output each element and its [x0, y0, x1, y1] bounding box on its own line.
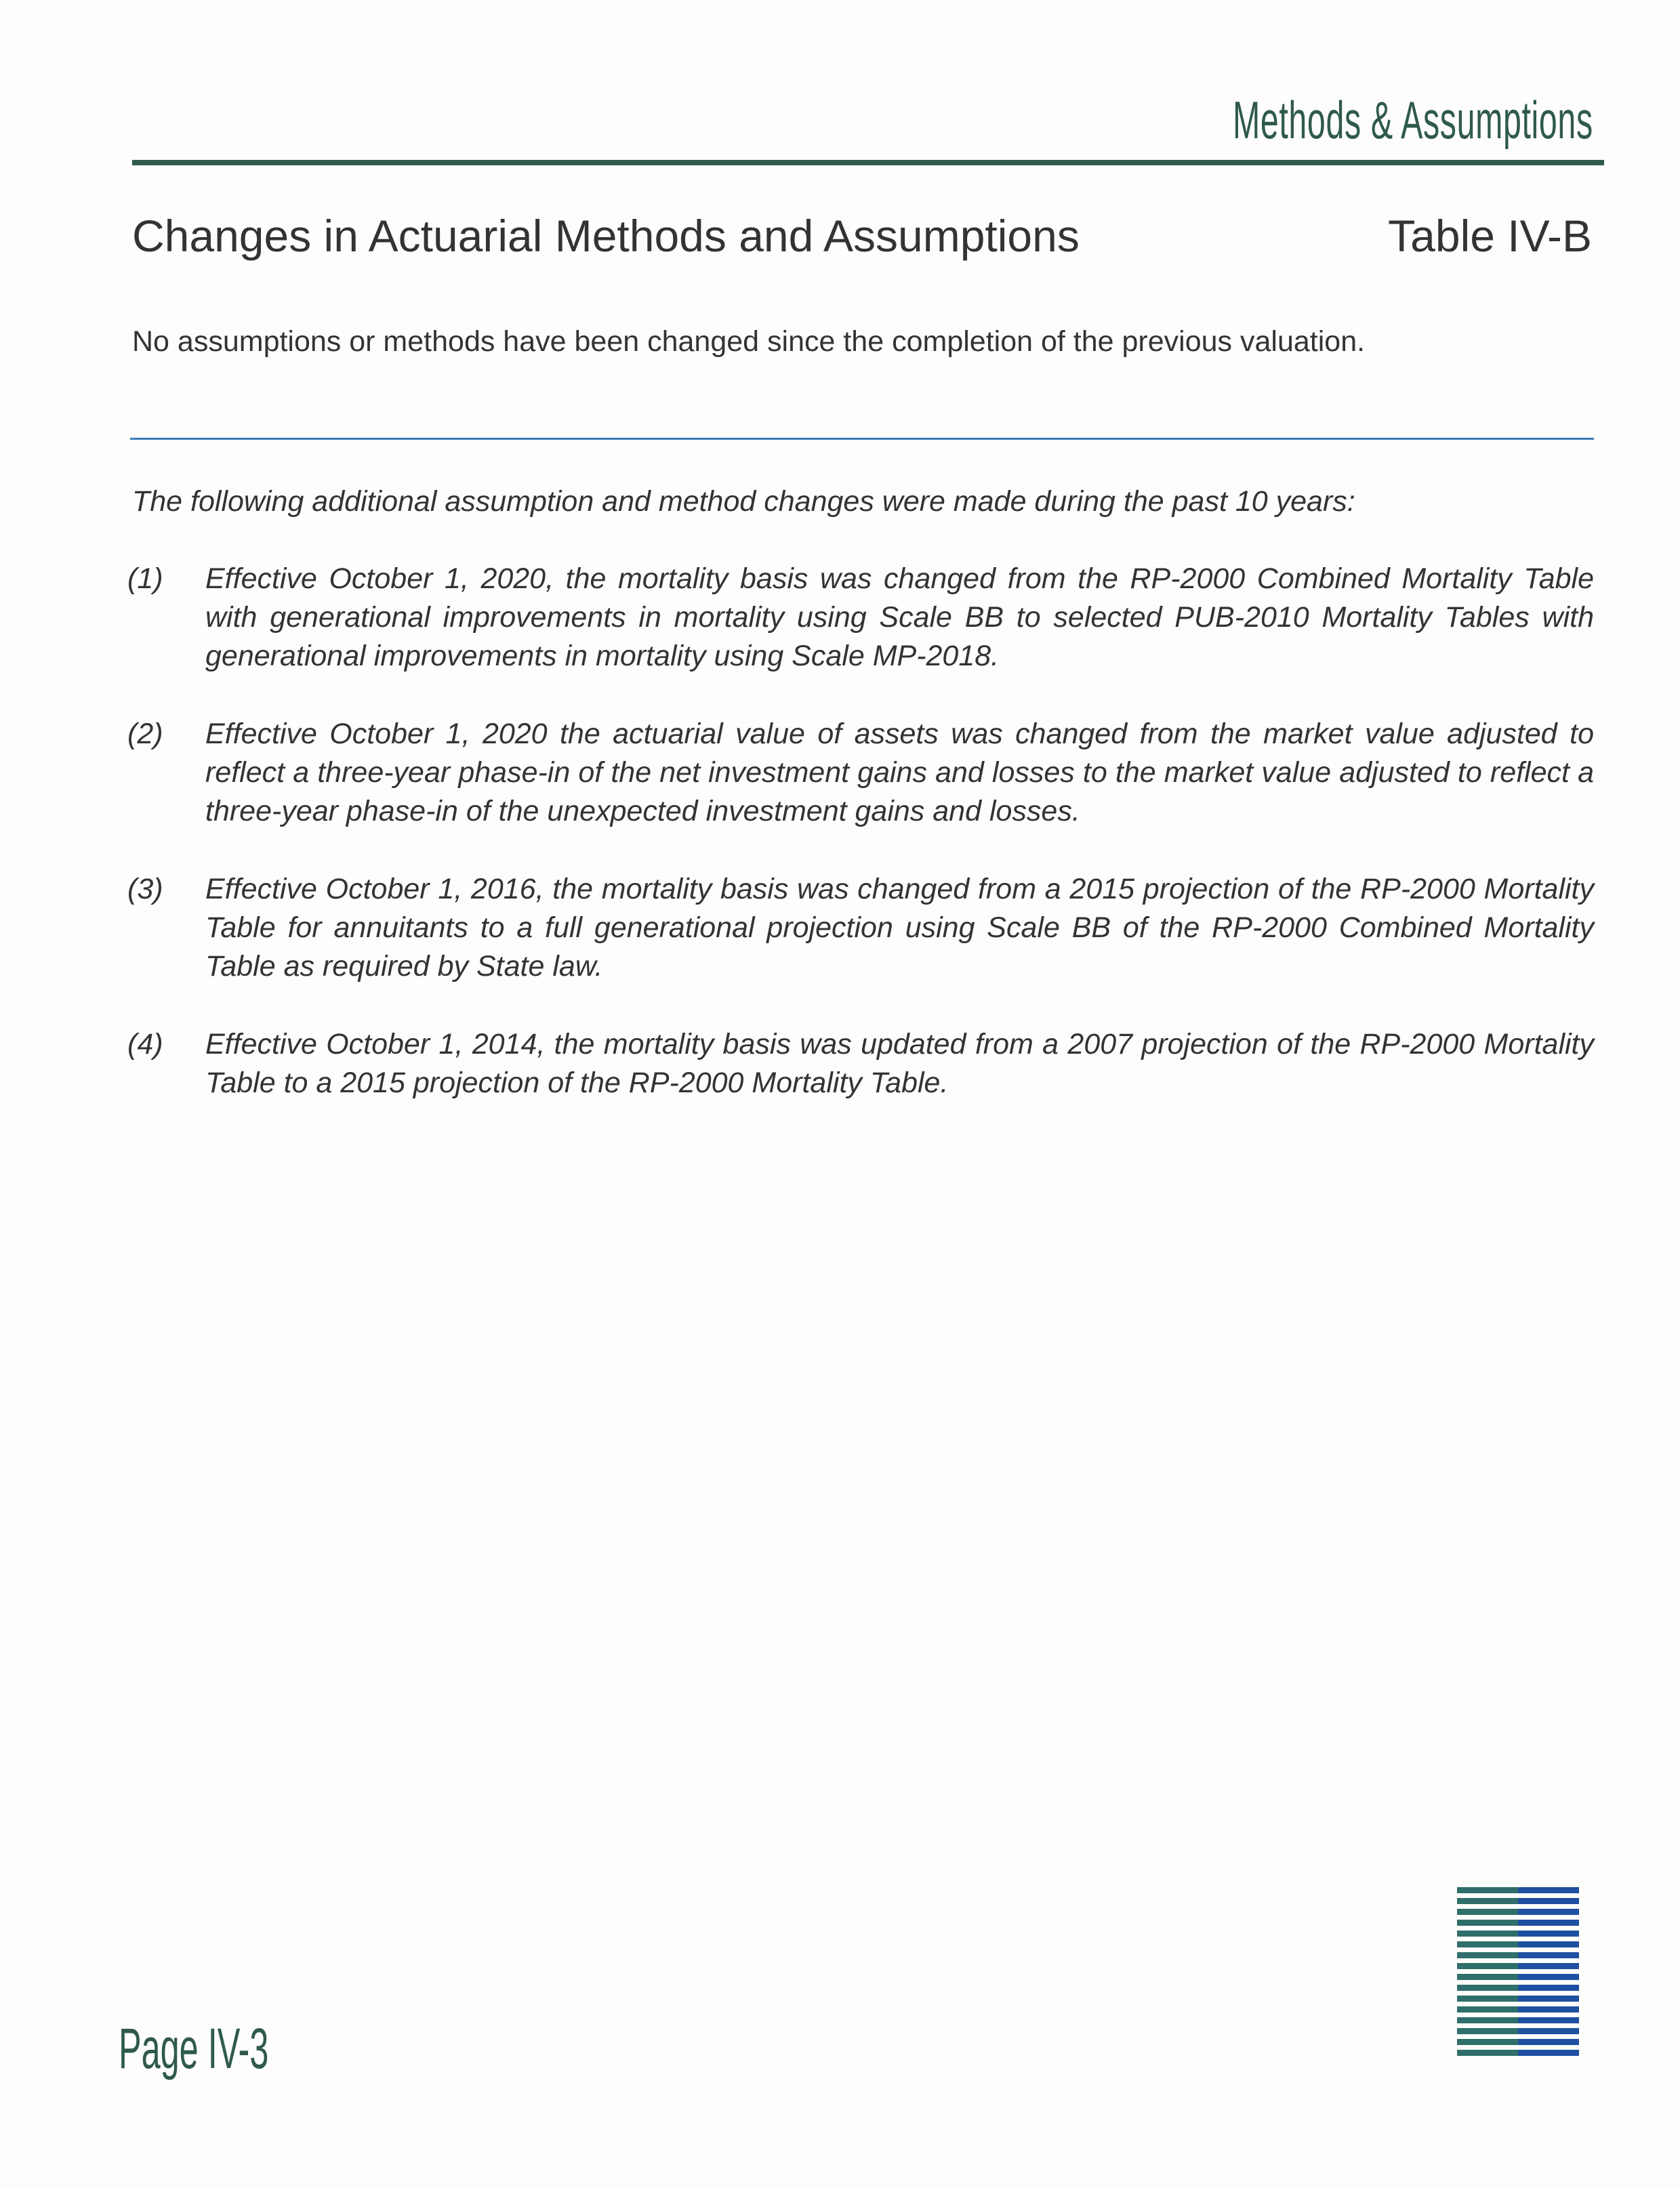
logo-stripe-left: [1457, 2028, 1518, 2034]
page-number: Page IV-3: [119, 2017, 269, 2080]
logo-stripe-left: [1457, 1920, 1518, 1926]
logo-stripe-right: [1518, 1920, 1579, 1926]
list-item: [127, 715, 1594, 831]
section-divider: [130, 438, 1594, 440]
logo-stripe-left: [1457, 1952, 1518, 1958]
logo-stripe-right: [1518, 2006, 1579, 2012]
list-item: [127, 560, 1594, 676]
logo-stripe-left: [1457, 1898, 1518, 1904]
logo-stripe-right: [1518, 2017, 1579, 2023]
logo-stripe-right: [1518, 1887, 1579, 1893]
intro-text: No assumptions or methods have been changed since the completion of the previous valuation.: [132, 325, 1366, 358]
logo-stripe-right: [1518, 1985, 1579, 1991]
logo-stripe-right: [1518, 1931, 1579, 1937]
logo-stripe-left: [1457, 1887, 1518, 1893]
changes-list: [127, 560, 1594, 1142]
logo-stripe-right: [1518, 1909, 1579, 1915]
logo-stripe-left: [1457, 1974, 1518, 1980]
item-text: Effective October 1, 2016, the mortality basis was changed from a 2015 projection of the RP-2000 Mortality Table for annuitants to a full generational projection using Scale BB of the RP-2000 Combined Mortality Table as required by State law.: [205, 873, 1594, 983]
list-intro: The following additional assumption and method changes were made during the past 10 years:: [132, 485, 1355, 518]
logo-stripe-right: [1518, 1952, 1579, 1958]
logo-stripe-left: [1457, 2017, 1518, 2023]
header-rule: [132, 160, 1604, 165]
item-text: Effective October 1, 2014, the mortality basis was updated from a 2007 projection of the RP-2000 Mortality Table to a 2015 projection of the RP-2000 Mortality Table.: [205, 1028, 1594, 1099]
logo-stripe-left: [1457, 1931, 1518, 1937]
logo-stripe-left: [1457, 2006, 1518, 2012]
logo-stripe-left: [1457, 1941, 1518, 1947]
logo-stripe-right: [1518, 1941, 1579, 1947]
item-number: (1): [127, 562, 163, 595]
logo-stripe-left: [1457, 2050, 1518, 2056]
section-header: Methods & Assumptions: [1233, 90, 1593, 150]
page-title: Changes in Actuarial Methods and Assumptions: [132, 211, 1080, 261]
logo-stripe-right: [1518, 2050, 1579, 2056]
logo-stripe-right: [1518, 1974, 1579, 1980]
list-item: [127, 1025, 1594, 1102]
company-logo-icon: [1457, 1887, 1579, 2060]
logo-stripe-left: [1457, 1909, 1518, 1915]
item-number: (2): [127, 718, 163, 750]
list-item: [127, 870, 1594, 986]
logo-stripe-right: [1518, 1963, 1579, 1969]
item-text: Effective October 1, 2020, the mortality basis was changed from the RP-2000 Combined Mortality Table with generational improvements in mortality using Scale BB to selected PUB-2010 Mortality Tables with generational improvements in mortality using Scale MP-2018.: [205, 562, 1594, 672]
item-number: (4): [127, 1028, 163, 1060]
table-id: Table IV-B: [1388, 211, 1592, 261]
logo-stripe-left: [1457, 1985, 1518, 1991]
logo-stripe-right: [1518, 1996, 1579, 2002]
logo-stripe-right: [1518, 1898, 1579, 1904]
logo-stripe-left: [1457, 1963, 1518, 1969]
item-number: (3): [127, 873, 163, 905]
item-text: Effective October 1, 2020 the actuarial value of assets was changed from the market value adjusted to reflect a three-year phase-in of the net investment gains and losses to the market value adjusted to reflect a three-year phase-in of the unexpected investment gains and losses.: [205, 718, 1594, 827]
logo-stripe-left: [1457, 2039, 1518, 2045]
logo-stripe-left: [1457, 1996, 1518, 2002]
logo-stripe-right: [1518, 2028, 1579, 2034]
logo-stripe-right: [1518, 2039, 1579, 2045]
title-row: [132, 210, 1592, 262]
